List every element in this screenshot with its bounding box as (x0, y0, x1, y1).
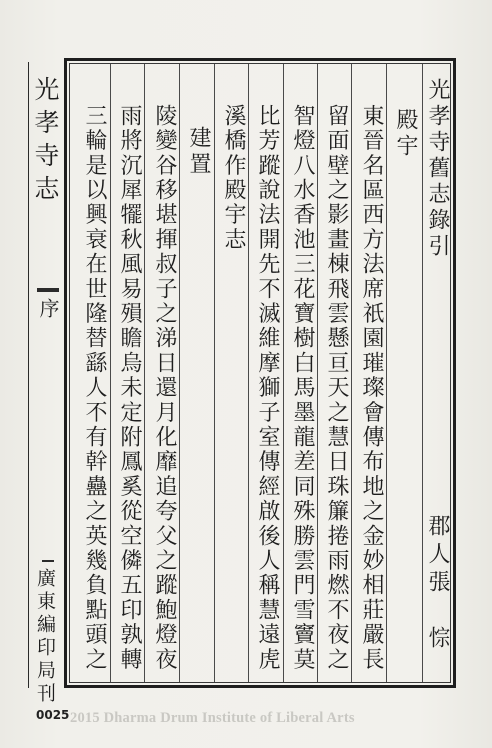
author: 郡人張 悰 (425, 514, 450, 654)
watermark: 2015 Dharma Drum Institute of Liberal Arts (70, 710, 355, 726)
text-line-5: 溪橋作殿宇志 (221, 104, 246, 253)
margin-section: 序 (36, 298, 60, 318)
text-line-4: 比芳蹤說法開先不滅維摩獅子室傳經啟後人稱慧遠虎 (255, 104, 280, 673)
text-line-1: 東晉名區西方法席祇園璀璨會傳布地之金妙相莊嚴長 (359, 104, 384, 673)
fishtail-mark (37, 288, 59, 292)
section-heading-halls: 殿宇 (393, 108, 418, 160)
text-frame (64, 58, 456, 688)
text-line-7: 雨將沉犀犤秋風易殞瞻烏未定附鳳奚從空僯五印孰轉 (117, 104, 142, 673)
text-line-8: 三輪是以興衰在世隆替繇人不有幹蠱之英幾負點頭之 (82, 104, 107, 673)
margin-title: 光孝寺志 (31, 76, 60, 208)
text-line-3: 智燈八水香池三花寶樹白馬墨龍差同殊勝雲門雪竇莫 (290, 104, 315, 673)
book-title: 光孝寺舊志錄引 (425, 78, 450, 260)
margin-divider (42, 560, 54, 562)
page-margin (28, 62, 65, 706)
text-frame-inner (69, 63, 451, 683)
margin-publisher: 廣東編印局刊 (34, 568, 56, 706)
section-heading-construction: 建置 (186, 126, 211, 178)
text-line-6: 陵變谷移堪揮叔子之涕日還月化靡追夸父之蹤鮑燈夜 (152, 104, 177, 673)
text-line-2: 留面壁之影畫棟飛雲懸亘天之慧日珠簾捲雨燃不夜之 (324, 104, 349, 673)
page-number: 0025 (36, 708, 70, 722)
